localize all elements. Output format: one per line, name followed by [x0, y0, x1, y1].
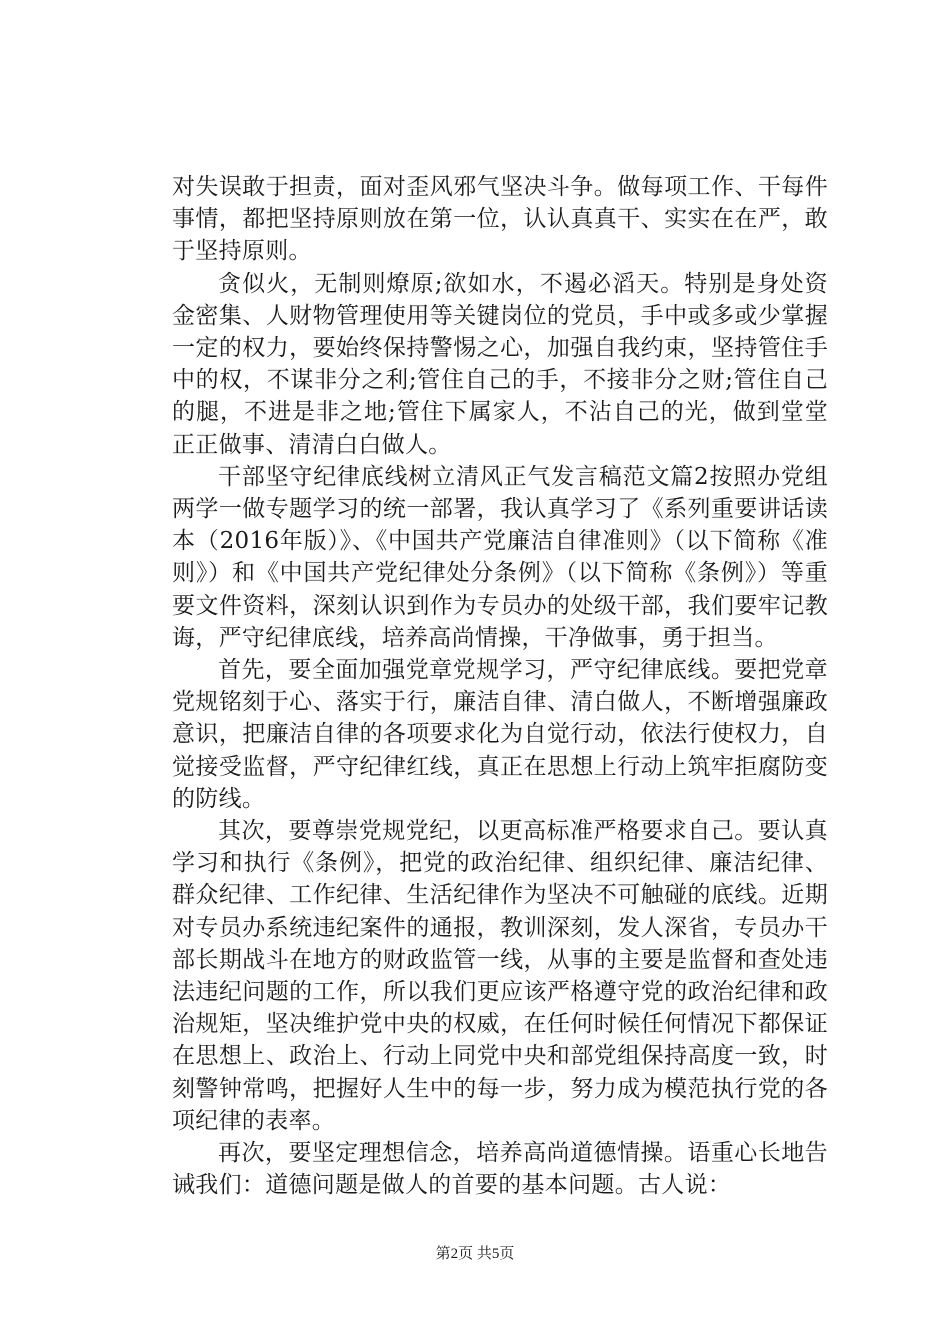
document-body [172, 171, 828, 1202]
paragraph: 首先，要全面加强党章党规学习，严守纪律底线。要把党章党规铭刻于心、落实于行，廉洁自律、清白做人，不断增强廉政意识，把廉洁自律的各项要求化为自觉行动，依法行使权力，自觉接受监督，严守纪律红线，真正在思想上行动上筑牢拒腐防变的防线。 [172, 657, 828, 812]
paragraph: 干部坚守纪律底线树立清风正气发言稿范文篇2按照办党组两学一做专题学习的统一部署，我认真学习了《系列重要讲话读本（2016年版）》、《中国共产党廉洁自律准则》（以下简称《准则》）和《中国共产党纪律处分条例》（以下简称《条例》）等重要文件资料，深刻认识到作为专员办的处级干部，我们要牢记教诲，严守纪律底线，培养高尚情操，干净做事，勇于担当。 [172, 463, 828, 651]
paragraph: 贪似火，无制则燎原;欲如水，不遏必滔天。特别是身处资金密集、人财物管理使用等关键岗位的党员，手中或多或少掌握一定的权力，要始终保持警惕之心，加强自我约束，坚持管住手中的权，不谋非分之利;管住自己的手，不接非分之财;管住自己的腿，不进是非之地;管住下属家人，不沾自己的光，做到堂堂正正做事、清清白白做人。 [172, 270, 828, 458]
paragraph-continuation: 对失误敢于担责，面对歪风邪气坚决斗争。做每项工作、干每件事情，都把坚持原则放在第一位，认认真真干、实实在在严，敢于坚持原则。 [172, 174, 828, 265]
paragraph: 其次，要尊崇党规党纪，以更高标准严格要求自己。要认真学习和执行《条例》，把党的政治纪律、组织纪律、廉洁纪律、群众纪律、工作纪律、生活纪律作为坚决不可触碰的底线。近期对专员办系统违纪案件的通报，教训深刻，发人深省，专员办干部长期战斗在地方的财政监管一线，从事的主要是监督和查处违法违纪问题的工作，所以我们更应该严格遵守党的政治纪律和政治规矩，坚决维护党中央的权威，在任何时候任何情况下都保证在思想上、政治上、行动上同党中央和部党组保持高度一致，时刻警钟常鸣，把握好人生中的每一步，努力成为模范执行党的各项纪律的表率。 [172, 818, 828, 1134]
paragraph: 再次，要坚定理想信念，培养高尚道德情操。语重心长地告诫我们：道德问题是做人的首要的基本问题。古人说： [172, 1140, 828, 1199]
page-footer: 第2页 共5页 [435, 1246, 515, 1262]
